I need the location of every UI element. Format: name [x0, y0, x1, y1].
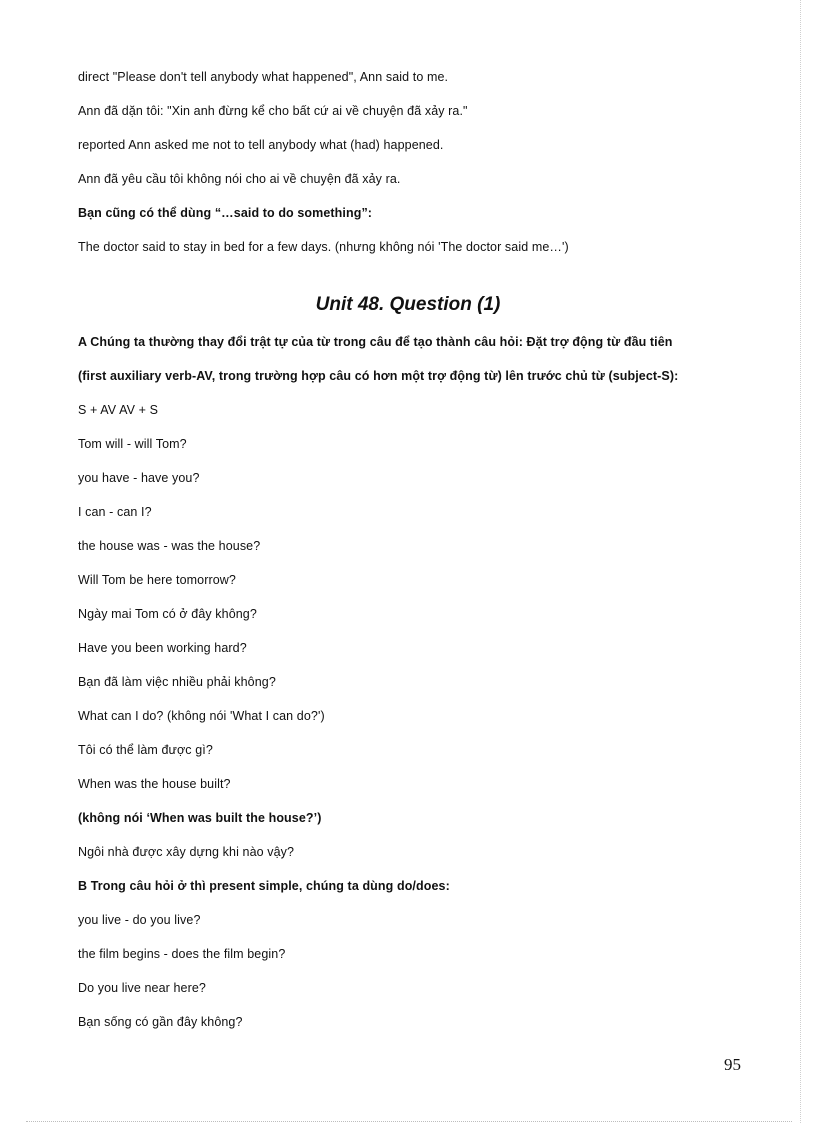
section-a-example: Tom will - will Tom?	[78, 437, 187, 451]
section-a-note: (không nói ‘When was built the house?’)	[78, 811, 322, 825]
section-b-example: you live - do you live?	[78, 913, 201, 927]
page-bottom-border	[26, 1121, 792, 1122]
section-b-translation: Bạn sống có gần đây không?	[78, 1015, 243, 1029]
intro-reported-translation: Ann đã yêu cầu tôi không nói cho ai về chuyện đã xảy ra.	[78, 172, 401, 186]
intro-reported-example: reported Ann asked me not to tell anybody what (had) happened.	[78, 138, 444, 152]
intro-direct-example: direct "Please don't tell anybody what happened", Ann said to me.	[78, 70, 449, 84]
page-right-border	[800, 0, 801, 1123]
section-a-translation: Tôi có thể làm được gì?	[78, 743, 213, 757]
section-a-example: I can - can I?	[78, 505, 152, 519]
section-a-translation: Ngày mai Tom có ở đây không?	[78, 607, 257, 621]
section-b-rule: B Trong câu hỏi ở thì present simple, chúng ta dùng do/does:	[78, 879, 450, 893]
section-b-example: the film begins - does the film begin?	[78, 947, 286, 961]
section-b-example: Do you live near here?	[78, 981, 206, 995]
unit-title: Unit 48. Question (1)	[315, 294, 501, 315]
section-a-example: the house was - was the house?	[78, 539, 261, 553]
intro-note: Bạn cũng có thể dùng “…said to do something”:	[78, 206, 373, 220]
section-a-rule-line-2: (first auxiliary verb-AV, trong trường hợp câu có hơn một trợ động từ) lên trước chủ từ (subject-S):	[78, 369, 679, 383]
section-a-example: Will Tom be here tomorrow?	[78, 573, 236, 587]
section-a-formula: S + AV AV + S	[78, 403, 159, 417]
section-a-example: Have you been working hard?	[78, 641, 247, 655]
page-number: 95	[724, 1055, 741, 1074]
section-a-example: When was the house built?	[78, 777, 231, 791]
intro-direct-translation: Ann đã dặn tôi: "Xin anh đừng kể cho bất cứ ai về chuyện đã xảy ra."	[78, 104, 468, 118]
intro-doctor-example: The doctor said to stay in bed for a few days. (nhưng không nói 'The doctor said me…')	[78, 240, 569, 254]
section-a-example: you have - have you?	[78, 471, 200, 485]
section-a-example: What can I do? (không nói 'What I can do?')	[78, 709, 325, 723]
section-a-translation: Ngôi nhà được xây dựng khi nào vậy?	[78, 845, 295, 859]
section-a-rule-line-1: A Chúng ta thường thay đổi trật tự của từ trong câu để tạo thành câu hỏi: Đặt trợ động từ đầu tiên	[78, 335, 673, 349]
section-a-translation: Bạn đã làm việc nhiều phải không?	[78, 675, 276, 689]
